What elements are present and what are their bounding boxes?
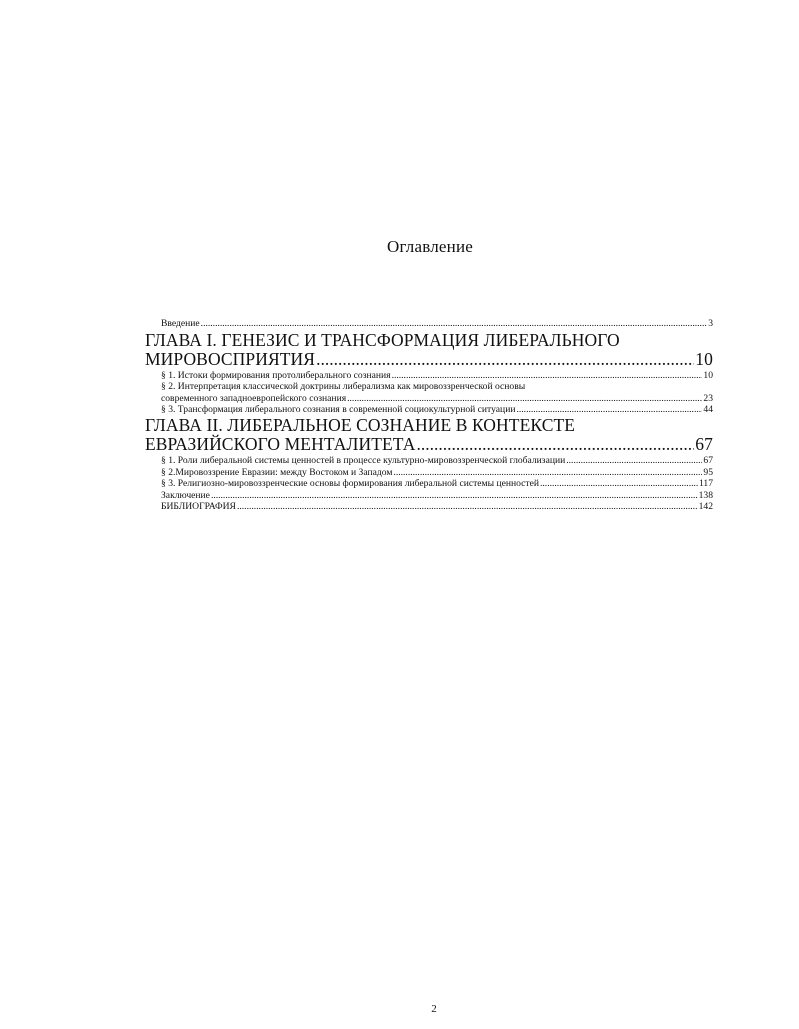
toc-entry-label: Заключение — [161, 489, 210, 501]
dot-leader — [201, 318, 708, 330]
toc-entry-label: § 1. Истоки формирования протолиберального сознания — [161, 369, 391, 381]
toc-chapter-1[interactable] — [145, 350, 713, 370]
toc-entry-label: БИБЛИОГРАФИЯ — [161, 501, 236, 513]
toc-chapter-1-heading[interactable]: ГЛАВА I. ГЕНЕЗИС И ТРАНСФОРМАЦИЯ ЛИБЕРАЛЬНОГО — [145, 329, 620, 350]
dot-leader — [237, 501, 698, 513]
dot-leader — [392, 370, 703, 382]
toc-section-1-2-heading[interactable]: § 2. Интерпретация классической доктрины либерализма как мировоззренческой основы — [161, 381, 526, 393]
toc-section-2-3[interactable] — [145, 478, 713, 490]
dot-leader — [393, 467, 702, 479]
toc-chapter-2-heading[interactable]: ГЛАВА II. ЛИБЕРАЛЬНОЕ СОЗНАНИЕ В КОНТЕКСТЕ — [145, 414, 576, 435]
toc-section-2-2[interactable] — [145, 467, 713, 479]
toc-entry-page: 10 — [703, 369, 713, 381]
toc-section-1-2[interactable] — [145, 393, 713, 405]
toc-section-2-1[interactable] — [145, 455, 713, 467]
dot-leader — [347, 393, 702, 405]
toc-entry-page: 67 — [695, 434, 713, 455]
toc-entry-page: 138 — [698, 489, 713, 501]
dot-leader — [416, 435, 694, 455]
toc-entry-intro[interactable] — [145, 318, 713, 330]
toc-entry-page: 3 — [708, 318, 713, 329]
toc-chapter-2[interactable] — [145, 435, 713, 455]
toc-entry-label: § 2.Мировоззрение Евразии: между Востоком и Западом — [161, 466, 393, 478]
toc-entry-page: 44 — [703, 404, 713, 416]
toc-entry-page: 10 — [695, 349, 713, 370]
page-number: 2 — [431, 1003, 437, 1015]
toc-section-1-1[interactable] — [145, 370, 713, 382]
toc-entry-label: современного западноевропейского сознания — [161, 392, 347, 404]
dot-leader — [211, 490, 698, 502]
dot-leader — [566, 455, 702, 467]
toc-entry-page: 23 — [703, 392, 713, 404]
toc-entry-page: 117 — [698, 478, 713, 490]
toc-entry-label: § 3. Трансформация либерального сознания в современной социокультурной ситуации — [161, 404, 516, 416]
dot-leader — [316, 350, 694, 370]
toc-entry-page: 142 — [698, 501, 713, 513]
toc-entry-label: § 3. Религиозно-мировоззренческие основы формирования либеральной системы ценностей — [161, 478, 539, 490]
toc-entry-label: ЕВРАЗИЙСКОГО МЕНТАЛИТЕТА — [145, 434, 416, 455]
table-of-contents — [145, 318, 713, 513]
toc-entry-label: § 1. Роли либеральной системы ценностей в процессе культурно-мировоззренческой глобализации — [161, 454, 566, 466]
toc-entry-conclusion[interactable] — [145, 490, 713, 502]
toc-title: Оглавление — [387, 237, 473, 256]
toc-entry-label: Введение — [161, 318, 200, 329]
toc-entry-label: МИРОВОСПРИЯТИЯ — [145, 349, 316, 370]
toc-entry-bibliography[interactable] — [145, 501, 713, 513]
toc-entry-page: 95 — [703, 466, 713, 478]
dot-leader — [540, 478, 698, 490]
toc-entry-page: 67 — [703, 454, 713, 466]
